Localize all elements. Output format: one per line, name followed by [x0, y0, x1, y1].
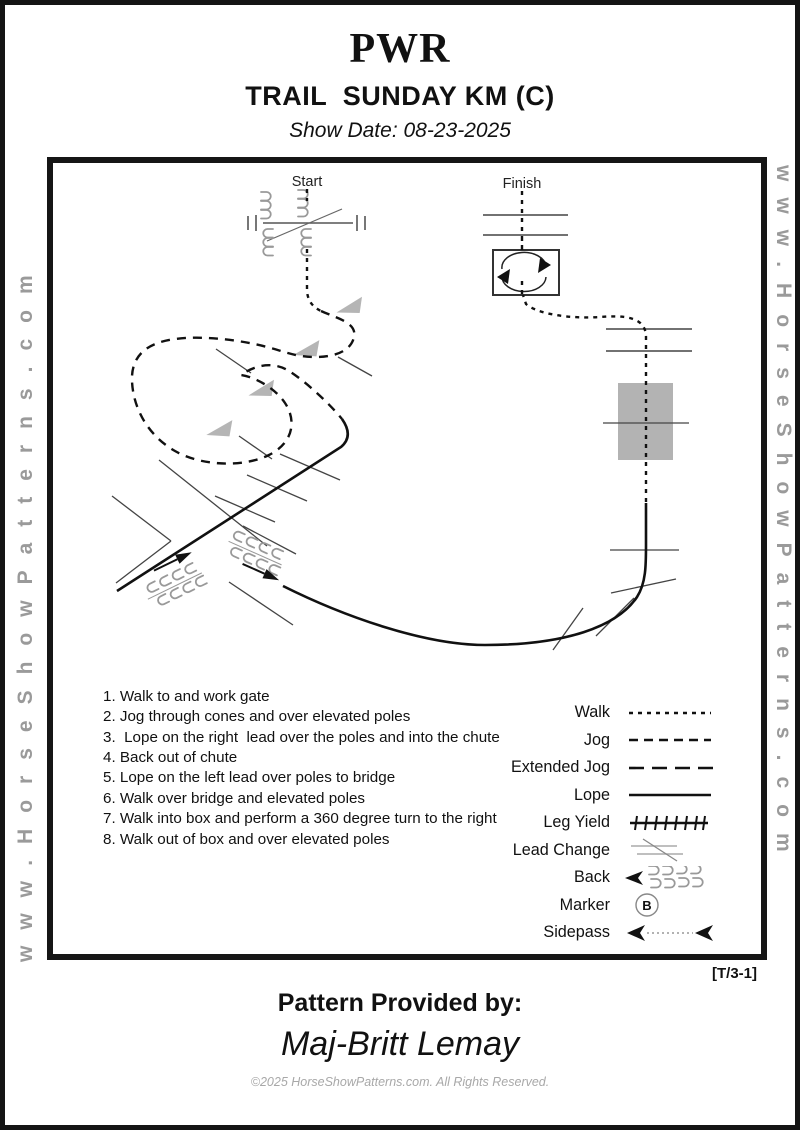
marker-letter: B [642, 898, 652, 914]
instruction-line: 1. Walk to and work gate [103, 688, 270, 705]
instruction-line: 3. Lope on the right lead over the poles and into the chute [103, 728, 500, 746]
course-diagram-frame [47, 157, 767, 960]
back-hoofprints [220, 529, 290, 584]
class-title: TRAIL SUNDAY KM (C) [245, 81, 555, 111]
legend [480, 699, 717, 947]
instruction-line: 6. Walk over bridge and elevated poles [103, 789, 365, 807]
finish-label: Finish [502, 176, 542, 192]
turn-box-obstacle [493, 250, 559, 295]
instruction-line: 8. Walk out of box and over elevated poles [103, 830, 390, 848]
pattern-code: [T/3-1] [712, 965, 757, 982]
watermark-left: www.HorseShowPatterns.com [14, 259, 37, 962]
legend-row-extended-jog [480, 754, 717, 782]
walk-path-start [307, 189, 321, 311]
lead-change-symbol [625, 838, 717, 862]
jog-poles [216, 349, 372, 459]
legend-label: Lead Change [512, 840, 610, 859]
legend-row-lead-change [480, 837, 717, 865]
bridge [618, 383, 673, 460]
provided-by-label: Pattern Provided by: [277, 989, 523, 1017]
cone-icon [335, 297, 364, 316]
sidepass-symbol [625, 921, 717, 945]
start-label: Start [291, 174, 323, 190]
show-date: Show Date: 08-23-2025 [289, 119, 511, 142]
finish-poles [483, 215, 568, 235]
header [5, 5, 795, 143]
leg-yield-symbol [625, 811, 717, 835]
legend-label: Walk [574, 703, 610, 722]
legend-row-walk [480, 699, 717, 727]
instructions-list [103, 687, 505, 850]
legend-label: Jog [583, 730, 610, 749]
instruction-line: 5. Lope on the left lead over poles to bridge [103, 769, 396, 787]
legend-row-lope [480, 782, 717, 810]
jog-path [132, 311, 354, 464]
lope-path-into-chute [117, 419, 348, 591]
legend-row-jog [480, 727, 717, 755]
legend-row-back [480, 864, 717, 892]
legend-row-sidepass [480, 919, 717, 947]
legend-label: Sidepass [543, 923, 610, 942]
extended-jog-line-symbol [625, 756, 717, 780]
legend-label: Extended Jog [511, 758, 610, 777]
bridge-approach-poles [606, 329, 692, 351]
instruction-line: 4. Back out of chute [103, 749, 238, 767]
cone-icon [292, 340, 320, 358]
marker-symbol [625, 893, 717, 917]
legend-label: Lope [573, 785, 610, 804]
page-title: PWR [349, 26, 451, 72]
walk-line-symbol [625, 701, 717, 725]
instruction-line: 7. Walk into box and perform a 360 degree turn to the right [103, 810, 497, 828]
legend-label: Marker [559, 895, 610, 914]
legend-label: Leg Yield [543, 813, 610, 832]
back-symbol [625, 866, 717, 890]
instruction-line: 2. Jog through cones and over elevated poles [103, 708, 411, 726]
watermark-right: www.HorseShowPatterns.com [772, 165, 795, 868]
cone-icon [205, 420, 233, 438]
legend-row-marker [480, 892, 717, 920]
provider-name: Maj-Britt Lemay [280, 1025, 520, 1063]
legend-label: Back [574, 868, 610, 887]
legend-row-leg-yield [480, 809, 717, 837]
lope-path-to-bridge [283, 503, 646, 645]
lope-line-symbol [625, 783, 717, 807]
copyright-text: ©2025 HorseShowPatterns.com. All Rights Reserved. [250, 1075, 550, 1089]
jog-line-symbol [625, 728, 717, 752]
